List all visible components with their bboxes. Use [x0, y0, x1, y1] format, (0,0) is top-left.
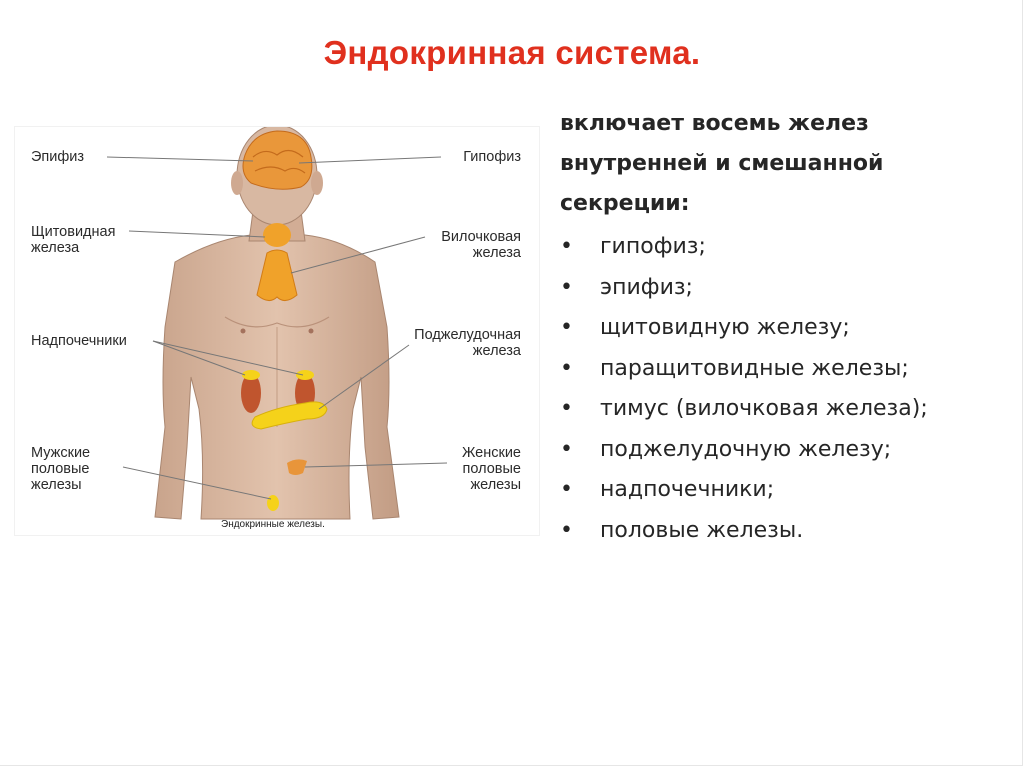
list-item	[560, 268, 928, 309]
list-item-text: гипофиз;	[600, 234, 706, 259]
list-item	[560, 430, 928, 471]
label-thymus-1: Вилочковая	[441, 229, 521, 245]
gland-list	[560, 227, 928, 551]
label-female-2: половые	[462, 461, 521, 477]
list-item-text: щитовидную железу;	[600, 315, 850, 340]
label-epiphysis: Эпифиз	[31, 149, 85, 165]
intro-line: внутренней и смешанной	[560, 151, 884, 176]
label-female-3: железы	[470, 477, 521, 493]
list-item	[560, 349, 928, 390]
label-pancreas-1: Поджелудочная	[414, 327, 521, 343]
bullet-icon: •	[560, 234, 573, 259]
label-pituitary: Гипофиз	[463, 149, 521, 165]
thyroid-shape	[263, 223, 291, 247]
slide-title: Эндокринная система.	[323, 34, 701, 71]
list-item	[560, 308, 928, 349]
list-item	[560, 389, 928, 430]
bullet-icon: •	[560, 517, 573, 543]
list-item-text: надпочечники;	[600, 477, 775, 502]
label-pancreas-2: железа	[472, 343, 521, 359]
bullet-icon: •	[560, 315, 573, 340]
bullet-icon: •	[560, 355, 573, 381]
label-male-1: Мужские	[31, 445, 91, 461]
bullet-icon: •	[560, 274, 573, 300]
endocrine-figure	[14, 126, 540, 536]
list-item-text: поджелудочную железу;	[600, 436, 892, 462]
label-thyroid-1: Щитовидная	[31, 224, 116, 240]
male-gland-shape	[267, 495, 279, 511]
bullet-icon: •	[560, 436, 573, 462]
intro-line: включает восемь желез	[560, 111, 869, 136]
bullet-icon: •	[560, 477, 573, 502]
figure-caption: Эндокринные железы.	[221, 519, 325, 530]
list-item-text: тимус (вилочковая железа);	[600, 396, 928, 421]
label-adrenal: Надпочечники	[31, 333, 127, 349]
list-item	[560, 227, 928, 268]
label-male-3: железы	[31, 477, 82, 493]
label-male-2: половые	[31, 461, 90, 477]
bullet-icon: •	[560, 396, 573, 421]
list-item-text: паращитовидные железы;	[600, 355, 909, 381]
label-thyroid-2: железа	[31, 240, 80, 256]
label-thymus-2: железа	[472, 245, 521, 261]
intro-line: секреции:	[560, 191, 690, 216]
intro-text	[560, 104, 1000, 224]
list-item-text: половые железы.	[600, 517, 804, 543]
list-item	[560, 470, 928, 511]
list-item-text: эпифиз;	[600, 274, 693, 300]
list-item	[560, 511, 928, 552]
label-female-1: Женские	[461, 445, 521, 461]
